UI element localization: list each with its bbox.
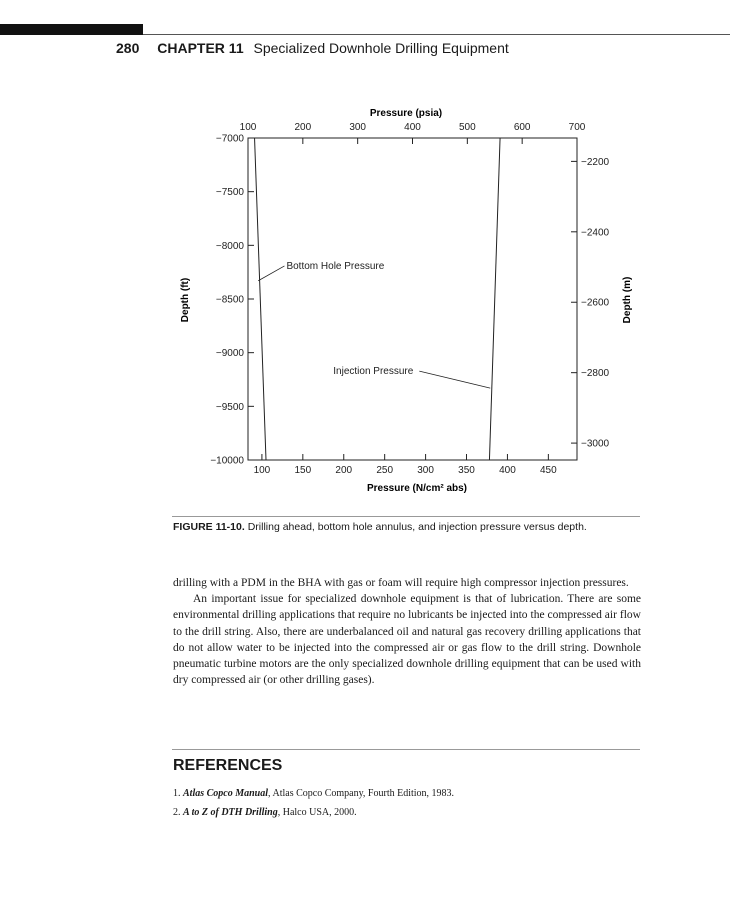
reference-number: 2. (173, 807, 181, 818)
reference-details: , Halco USA, 2000. (277, 807, 357, 818)
references-list (173, 784, 643, 822)
annotation-label: Bottom Hole Pressure (286, 260, 385, 272)
plot-frame (248, 138, 577, 460)
pressure-depth-chart (160, 100, 633, 500)
annotation-leader (419, 371, 490, 388)
caption-rule (172, 516, 640, 517)
right-tick-label: −2400 (581, 227, 610, 239)
reference-title: Atlas Copco Manual (183, 788, 269, 799)
figure-caption (173, 521, 643, 533)
reference-title: A to Z of DTH Drilling (183, 807, 278, 818)
annotation-leader (258, 266, 284, 281)
bottom-axis-ticks (254, 454, 558, 476)
top-axis-ticks (240, 122, 586, 144)
figure-caption-text: Drilling ahead, bottom hole annulus, and injection pressure versus depth. (247, 521, 587, 533)
top-tick-label: 100 (239, 122, 257, 133)
x-axis-label: Pressure (N/cm² abs) (366, 483, 468, 494)
reference-item (173, 784, 643, 803)
page-number: 280 (116, 40, 140, 56)
figure-label: FIGURE 11-10. (173, 521, 245, 533)
y-tick-label: −9500 (215, 401, 244, 413)
bottom-hole-pressure-line (255, 138, 266, 460)
top-tick-label: 200 (294, 122, 312, 133)
x-tick-label: 400 (499, 465, 516, 476)
annotations (258, 261, 490, 388)
x-tick-label: 350 (458, 465, 475, 476)
series-lines (255, 138, 501, 460)
header-bar (0, 24, 143, 35)
references-heading: REFERENCES (173, 757, 283, 774)
right-tick-label: −2200 (581, 156, 610, 168)
right-tick-label: −3000 (581, 438, 610, 450)
top-tick-label: 400 (404, 122, 421, 133)
paragraph: An important issue for specialized downhole equipment is that of lubrication. There are some environmental drilling applications that require no lubricants be injected into the compressed air flow to the drill string. Also, there are underbalanced oil and natural gas recovery drilling applications that do not allow water to be injected into the compressed air or gas flow to the drill string. Downhole pneumatic turbine motors are the only specialized downhole drilling equipment that can be used with dry compressed air (or other drilling gases). (173, 593, 641, 687)
y-axis-label: Depth (ft) (180, 277, 191, 323)
top-tick-label: 700 (568, 122, 586, 133)
top-tick-label: 300 (349, 122, 367, 133)
reference-number: 1. (173, 788, 181, 799)
body-text (173, 575, 641, 688)
x-tick-label: 150 (294, 465, 312, 476)
x-tick-label: 100 (253, 465, 271, 476)
references-rule (172, 749, 640, 750)
top-tick-label: 500 (458, 122, 476, 133)
right-tick-label: −2800 (581, 368, 610, 380)
y-tick-label: −8500 (215, 294, 244, 306)
x-tick-label: 200 (335, 465, 353, 476)
y-tick-label: −10000 (210, 455, 244, 467)
y-tick-label: −7000 (215, 133, 244, 145)
x-tick-label: 450 (540, 465, 557, 476)
header-rule (143, 34, 730, 35)
reference-details: , Atlas Copco Company, Fourth Edition, 1983. (268, 788, 455, 799)
y-tick-label: −7500 (215, 187, 244, 199)
paragraph: drilling with a PDM in the BHA with gas or foam will require high compressor injection pressures. (173, 577, 629, 589)
y-tick-label: −8000 (215, 240, 244, 252)
reference-item (173, 803, 643, 822)
injection-pressure-line (489, 138, 500, 460)
y-tick-label: −9000 (215, 348, 244, 360)
x-tick-label: 300 (417, 465, 434, 476)
right-tick-label: −2600 (581, 297, 610, 309)
x-tick-label: 250 (376, 465, 394, 476)
left-axis-ticks (210, 134, 254, 467)
chapter-title: Specialized Downhole Drilling Equipment (253, 40, 509, 56)
top-axis-label: Pressure (psia) (369, 108, 443, 119)
annotation-label: Injection Pressure (333, 366, 414, 378)
top-tick-label: 600 (513, 122, 531, 133)
chapter-label: CHAPTER 11 (157, 40, 244, 56)
running-header (116, 40, 509, 56)
y-axis-label-right: Depth (m) (622, 276, 633, 324)
